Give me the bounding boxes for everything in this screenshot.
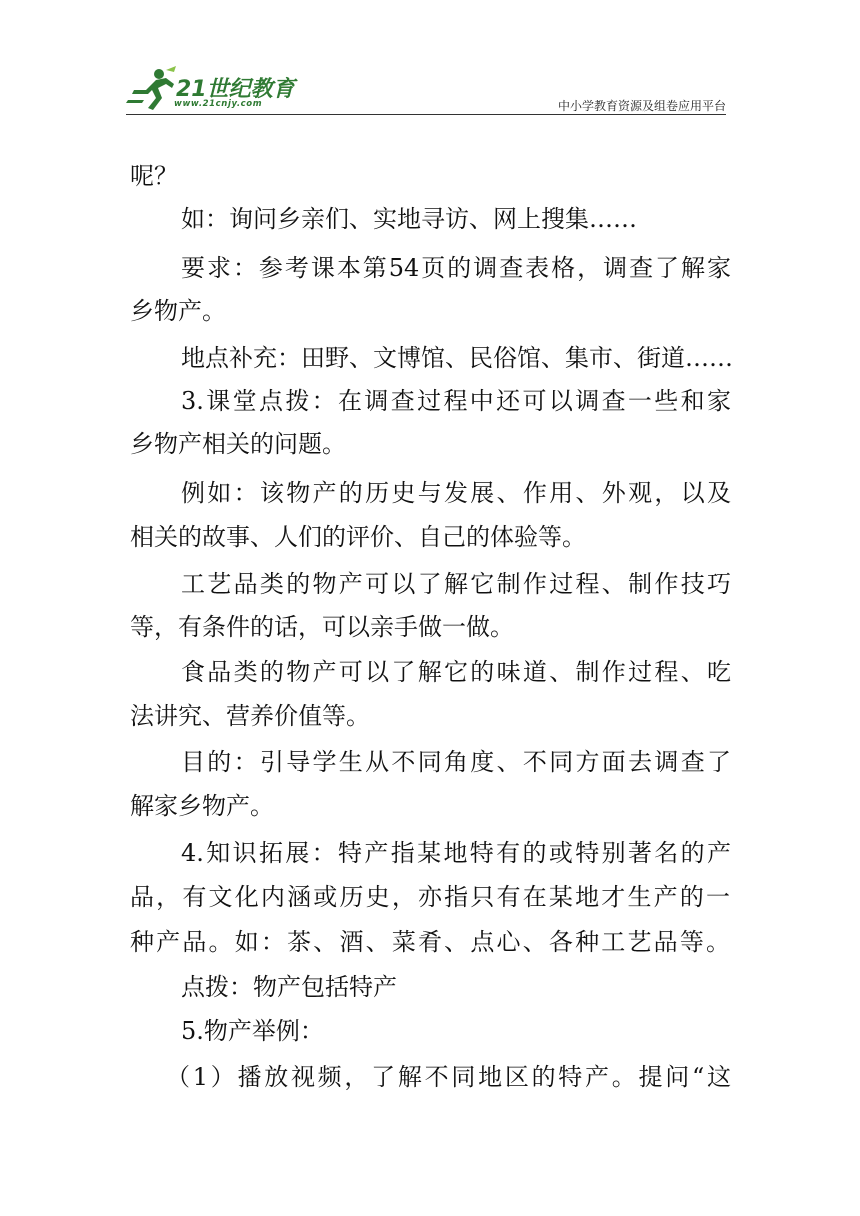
text-line: 品，有文化内涵或历史，亦指只有在某地才生产的一 bbox=[130, 883, 730, 911]
text-line: 相关的故事、人们的评价、自己的体验等。 bbox=[130, 523, 586, 551]
text-line: 如：询问乡亲们、实地寻访、网上搜集…… bbox=[181, 205, 637, 233]
text-line: 点拨：物产包括特产 bbox=[181, 973, 397, 1001]
text-line: 等，有条件的话，可以亲手做一做。 bbox=[130, 613, 514, 641]
text-line: 乡物产相关的问题。 bbox=[130, 430, 346, 458]
text-line: 5.物产举例： bbox=[181, 1017, 324, 1045]
text-line: 种产品。如：茶、酒、菜肴、点心、各种工艺品等。 bbox=[130, 928, 730, 956]
text-line: 食品类的物产可以了解它的味道、制作过程、吃 bbox=[181, 658, 731, 686]
text-line: 地点补充：田野、文博馆、民俗馆、集市、街道…… bbox=[181, 344, 733, 372]
text-line: 法讲究、营养价值等。 bbox=[130, 702, 370, 730]
text-line: 例如：该物产的历史与发展、作用、外观，以及 bbox=[181, 479, 731, 507]
platform-tagline: 中小学教育资源及组卷应用平台 bbox=[557, 99, 726, 113]
text-line: 解家乡物产。 bbox=[130, 792, 274, 820]
text-line: 呢？ bbox=[130, 162, 178, 190]
text-line: 要求：参考课本第54页的调查表格，调查了解家 bbox=[181, 254, 731, 282]
text-line: 目的：引导学生从不同角度、不同方面去调查了 bbox=[181, 748, 731, 776]
text-line: 工艺品类的物产可以了解它制作过程、制作技巧 bbox=[181, 570, 731, 598]
header-divider bbox=[126, 114, 726, 115]
brand-url: www.21cnjy.com bbox=[174, 99, 263, 109]
page-header bbox=[0, 0, 860, 120]
text-line: （1）播放视频，了解不同地区的特产。提问“这 bbox=[166, 1063, 731, 1091]
text-line: 4.知识拓展：特产指某地特有的或特别著名的产 bbox=[181, 839, 731, 867]
brand-logo bbox=[126, 66, 296, 114]
text-line: 3.课堂点拨：在调查过程中还可以调查一些和家 bbox=[181, 387, 731, 415]
brand-name: 21世纪教育 bbox=[176, 77, 295, 102]
text-line: 乡物产。 bbox=[130, 297, 226, 325]
runner-logo-icon bbox=[126, 66, 178, 114]
